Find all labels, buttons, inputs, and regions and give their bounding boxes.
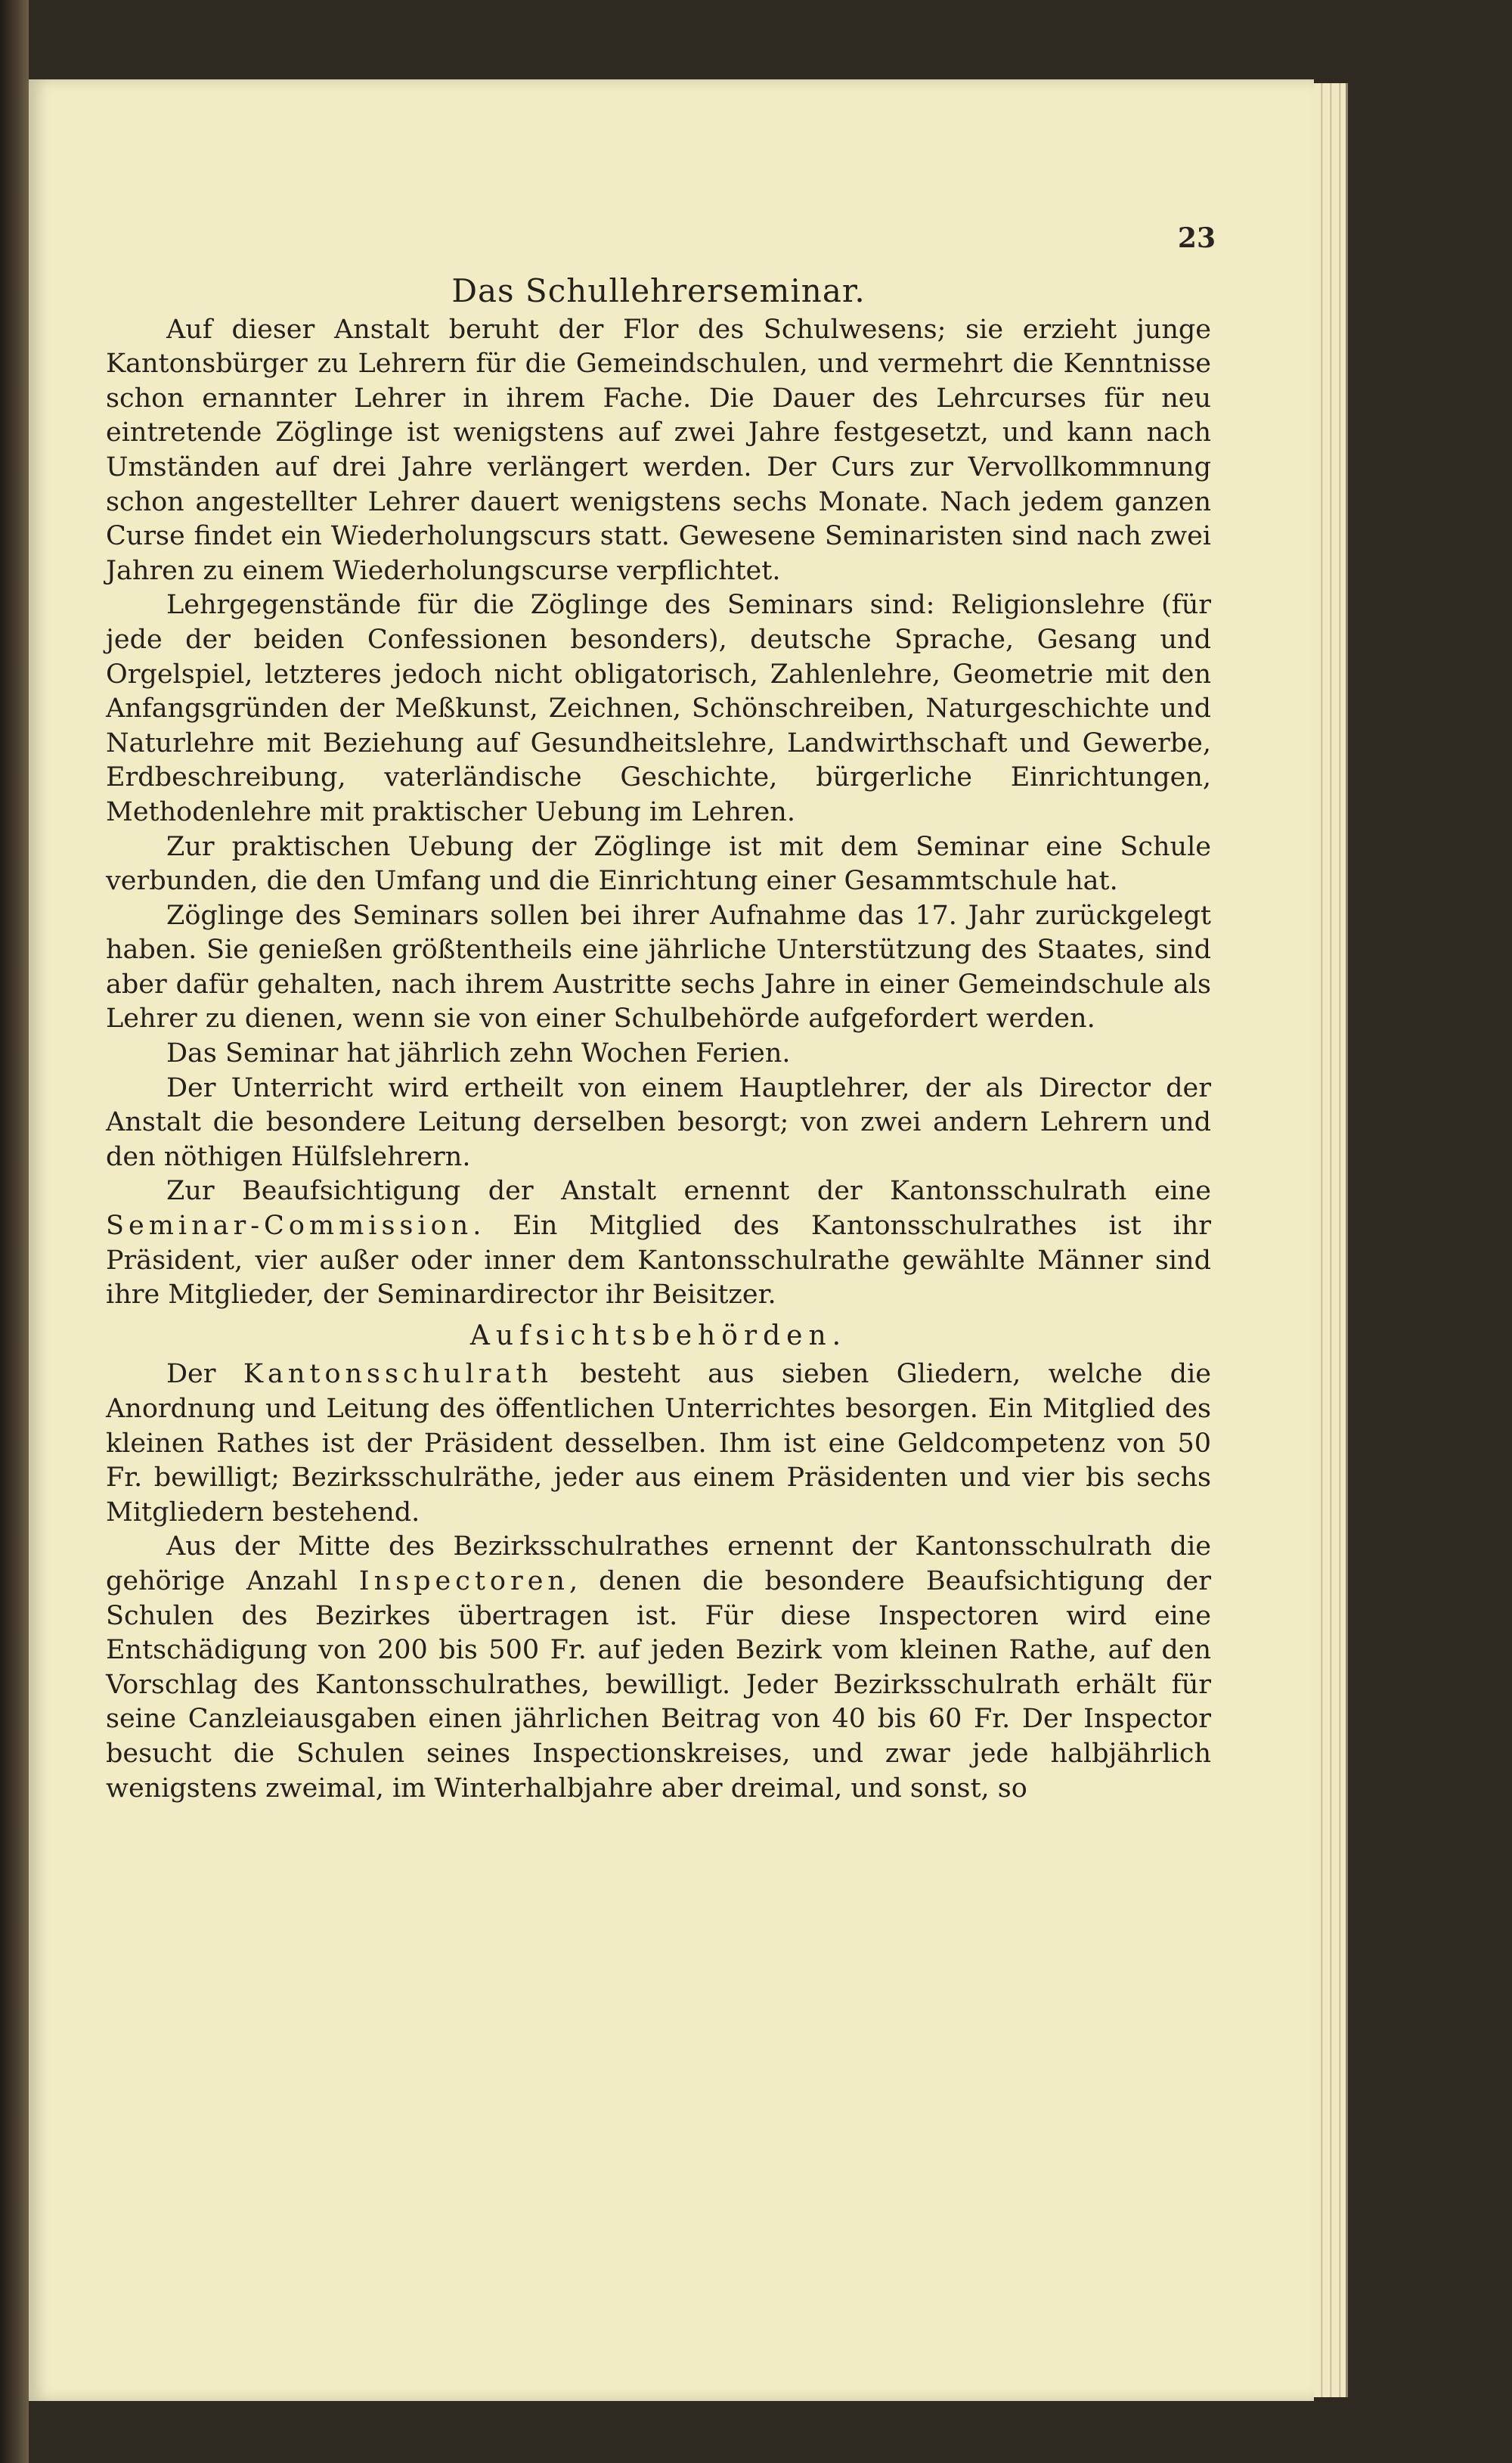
paragraph: Zur praktischen Uebung der Zöglinge ist mit dem Seminar eine Schule verbunden, die den Umfang und die Einrichtung einer Gesammtschule hat. <box>106 831 1211 897</box>
paragraph: Lehrgegenstände für die Zöglinge des Seminars sind: Religionslehre (für jede der beiden Confessionen besonders), deutsche Sprache, Gesang und Orgelspiel, letzteres jedoch nicht obligatorisch, Zahlenlehre, Geometrie mit den Anfangsgründen der Meßkunst, Zeichnen, Schönschreiben, Naturgeschichte und Naturlehre mit Beziehung auf Gesundheitslehre, Landwirthschaft und Gewerbe, Erdbeschreibung, vaterländische Geschichte, bürgerliche Einrichtungen, Methodenlehre mit praktischer Uebung im Lehren. <box>106 590 1211 827</box>
paragraph <box>106 1174 1211 1312</box>
paragraph: Zöglinge des Seminars sollen bei ihrer Aufnahme das 17. Jahr zurückgelegt haben. Sie genießen größtentheils eine jährliche Unterstützung des Staates, sind aber dafür gehalten, nach ihrem Austritte sechs Jahre in einer Gemeindschule als Lehrer zu dienen, wenn sie von einer Schulbehörde aufgefordert werden. <box>106 900 1211 1035</box>
page-content <box>106 274 1211 1806</box>
emphasized-term: Kantonsschulrath <box>243 1359 553 1390</box>
emphasized-term: Inspectoren <box>358 1565 569 1596</box>
text-run: besteht aus sieben Gliedern, welche die Anordnung und Leitung des öffentlichen Unterrichtes besorgen. Ein Mitglied des kleinen Rathes ist der Präsident desselben. Ihm ist eine Geldcompetenz von 50 Fr. bewilligt; Bezirksschulräthe, jeder aus einem Präsidenten und vier bis sechs Mitgliedern bestehend. <box>106 1359 1211 1528</box>
text-run: . Ein Mitglied des Kantonsschulrathes ist ihr Präsident, vier außer oder inner dem Kantonsschulrathe gewählte Männer sind ihre Mitglieder, der Seminardirector ihr Beisitzer. <box>106 1211 1211 1311</box>
subsection-title: Aufsichtsbehörden. <box>469 1320 847 1351</box>
text-run: Zur Beaufsichtigung der Anstalt ernennt der Kantonsschulrath eine <box>166 1176 1211 1207</box>
paragraph: Auf dieser Anstalt beruht der Flor des Schulwesens; sie erzieht junge Kantonsbürger zu Lehrern für die Gemeindschulen, und vermehrt die Kenntnisse schon ernannter Lehrer in ihrem Fache. Die Dauer des Lehrcurses für neu eintretende Zöglinge ist wenigstens auf zwei Jahre festgesetzt, und kann nach Umständen auf drei Jahre verlängert werden. Der Curs zur Vervollkommnung schon angestellter Lehrer dauert wenigstens sechs Monate. Nach jedem ganzen Curse findet ein Wiederholungscurs statt. Gewesene Seminaristen sind nach zwei Jahren zu einem Wiederholungscurse verpflichtet. <box>106 314 1211 586</box>
paragraph <box>106 1357 1211 1530</box>
text-run: Der <box>166 1359 243 1390</box>
text-run: , denen die besondere Beaufsichtigung der Schulen des Bezirkes übertragen ist. Für diese Inspectoren wird eine Entschädigung von 200 bis 500 Fr. auf jeden Bezirk vom kleinen Rathe, auf den Vorschlag des Kantonsschulrathes, bewilligt. Jeder Bezirksschulrath erhält für seine Canzleiausgaben einen jährlichen Beitrag von 40 bis 60 Fr. Der Inspector besucht die Schulen seines Inspectionskreises, und zwar jede halbjährlich wenigstens zweimal, im Winterhalbjahre aber dreimal, und sonst, so <box>106 1565 1212 1804</box>
section-title: Das Schullehrerseminar. <box>451 272 866 309</box>
book-binding-edge <box>0 0 29 2463</box>
page-number: 23 <box>1177 222 1216 254</box>
paragraph: Das Seminar hat jährlich zehn Wochen Ferien. <box>166 1038 791 1069</box>
paragraph: Der Unterricht wird ertheilt von einem Hauptlehrer, der als Director der Anstalt die besondere Leitung derselben besorgt; von zwei andern Lehrern und den nöthigen Hülfslehrern. <box>106 1072 1211 1172</box>
emphasized-term: Seminar-Commission <box>106 1211 473 1242</box>
paragraph <box>106 1530 1211 1806</box>
text-run: Aus der Mitte des Bezirksschulrathes ernennt der Kantonsschulrath die gehörige Anzahl <box>106 1531 1211 1596</box>
